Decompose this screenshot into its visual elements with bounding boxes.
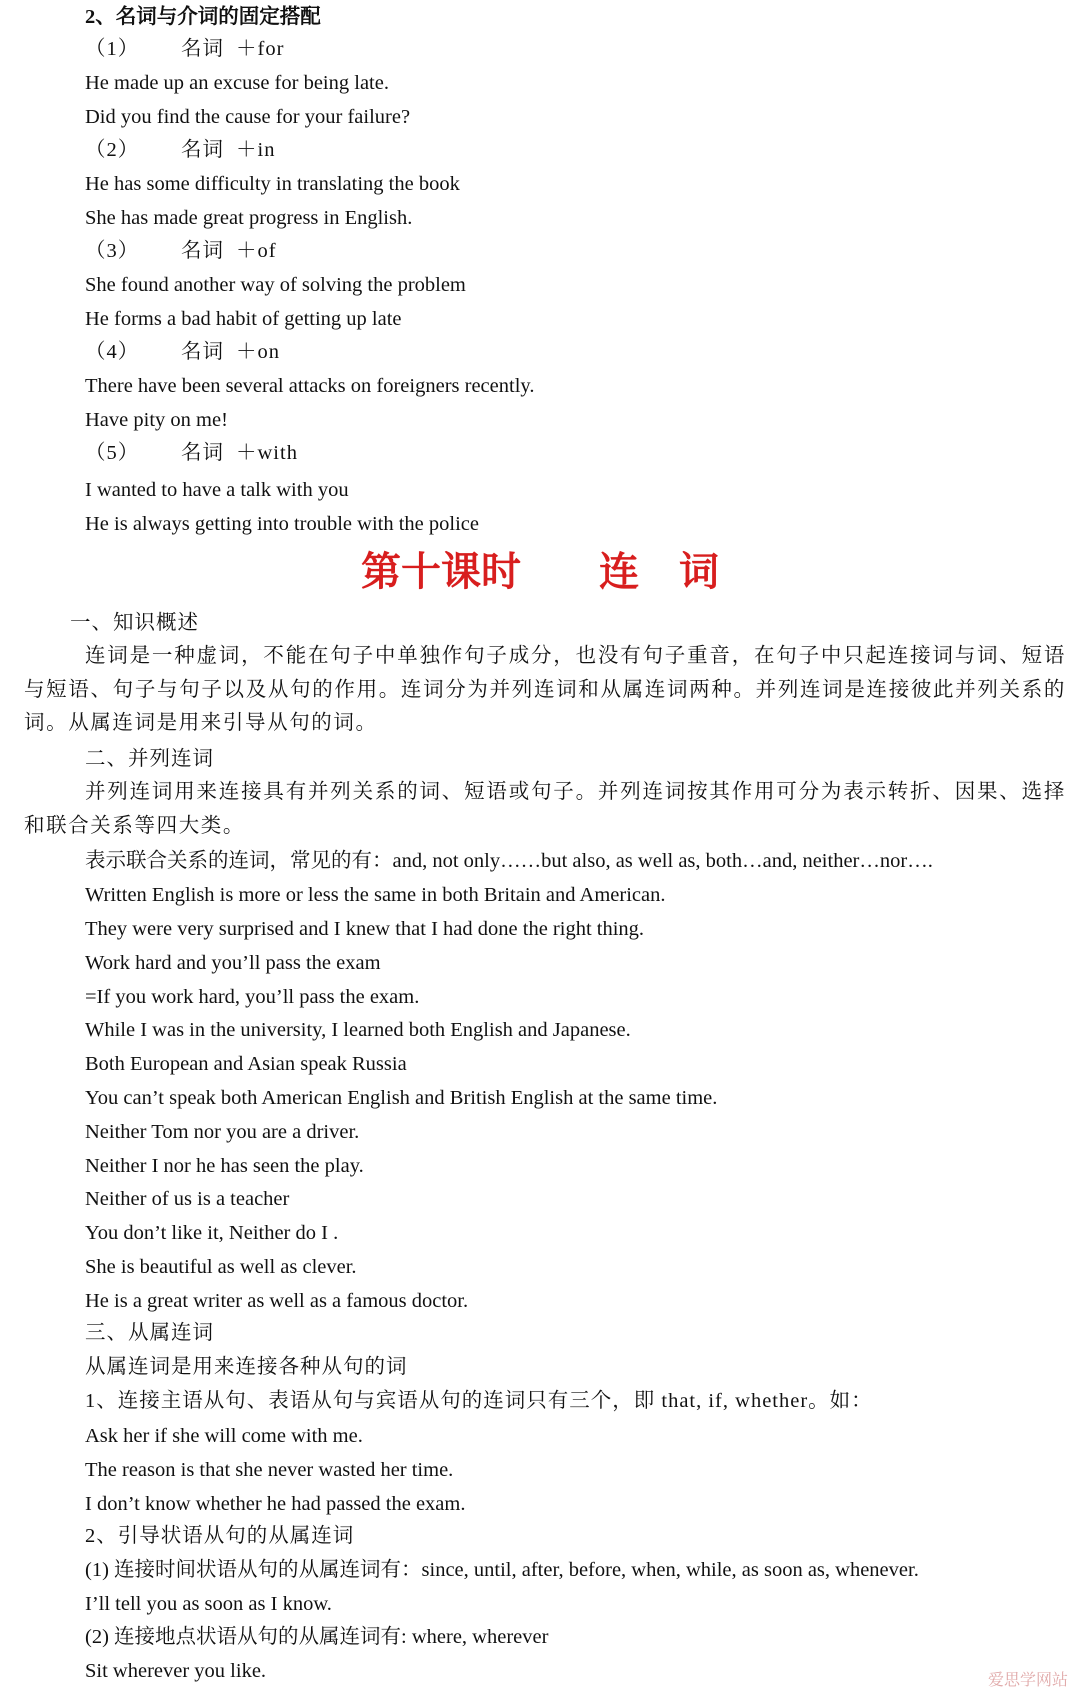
example-sentence: =If you work hard, you’ll pass the exam.	[85, 986, 420, 1008]
subheading-noun: 名词	[181, 38, 224, 60]
example-sentence: He is always getting into trouble with the police	[85, 513, 479, 535]
subheading-noun-with	[85, 438, 298, 468]
subheading-noun: 名词	[181, 139, 224, 161]
example-sentence: I’ll tell you as soon as I know.	[85, 1593, 332, 1615]
section-heading-noun-prep: 2、名词与介词的固定搭配	[85, 6, 321, 28]
section-heading-subordinating: 三、从属连词	[85, 1322, 214, 1344]
subordinating-point-2: 2、引导状语从句的从属连词	[85, 1525, 355, 1547]
example-sentence: Written English is more or less the same in both Britain and American.	[85, 884, 666, 906]
adverbial-time-conjunctions: (1) 连接时间状语从句的从属连词有：since, until, after, before, when, while, as soon as, whenever.	[85, 1559, 919, 1581]
example-sentence: Ask her if she will come with me.	[85, 1425, 363, 1447]
example-sentence: Work hard and you’ll pass the exam	[85, 952, 381, 974]
example-sentence: I wanted to have a talk with you	[85, 479, 349, 501]
subheading-number: （5）	[85, 442, 140, 464]
coordinating-intro: 表示联合关系的连词，常见的有：and, not only……but also, as well as, both…and, neither…nor….	[85, 850, 933, 872]
subheading-noun-on	[85, 337, 280, 367]
coordinating-paragraph: 并列连词用来连接具有并列关系的词、短语或句子。并列连词按其作用可分为表示转折、因果、选择和联合关系等四大类。	[24, 781, 1066, 837]
subheading-noun: 名词	[181, 240, 224, 262]
subheading-noun-in	[85, 135, 275, 165]
lesson-title	[0, 542, 1080, 602]
example-sentence: She found another way of solving the problem	[85, 274, 466, 296]
subheading-noun: 名词	[181, 341, 224, 363]
overview-paragraph: 连词是一种虚词，不能在句子中单独作句子成分，也没有句子重音，在句子中只起连接词与词、短语与短语、句子与句子以及从句的作用。连词分为并列连词和从属连词两种。并列连词是连接彼此并列关系的词。从属连词是用来引导从句的词。	[24, 645, 1066, 734]
example-sentence: Neither of us is a teacher	[85, 1188, 290, 1210]
example-sentence: There have been several attacks on foreigners recently.	[85, 375, 535, 397]
example-sentence: Neither Tom nor you are a driver.	[85, 1121, 360, 1143]
subordinating-intro: 从属连词是用来连接各种从句的词	[85, 1356, 408, 1378]
example-sentence: He is a great writer as well as a famous doctor.	[85, 1290, 469, 1312]
lesson-title-number: 第十课时	[361, 548, 521, 595]
subheading-number: （3）	[85, 240, 140, 262]
subheading-prep: ＋for	[236, 38, 285, 60]
subordinating-point-1: 1、连接主语从句、表语从句与宾语从句的连词只有三个，即 that, if, whether。如：	[85, 1390, 873, 1412]
example-sentence: You can’t speak both American English and British English at the same time.	[85, 1087, 718, 1109]
example-sentence: She has made great progress in English.	[85, 207, 413, 229]
section-heading-overview: 一、知识概述	[70, 612, 199, 634]
example-sentence: While I was in the university, I learned both English and Japanese.	[85, 1019, 631, 1041]
subheading-prep: ＋of	[236, 240, 277, 262]
subheading-prep: ＋on	[236, 341, 280, 363]
lesson-title-topic-1: 连	[599, 548, 639, 595]
example-sentence: Did you find the cause for your failure?	[85, 106, 411, 128]
subheading-prep: ＋in	[236, 139, 276, 161]
subheading-number: （2）	[85, 139, 140, 161]
subheading-noun-of	[85, 236, 277, 266]
example-sentence: He forms a bad habit of getting up late	[85, 308, 402, 330]
subheading-noun: 名词	[181, 442, 224, 464]
example-sentence: Both European and Asian speak Russia	[85, 1053, 407, 1075]
site-watermark: 爱思学网站	[987, 1670, 1068, 1689]
adverbial-place-conjunctions: (2) 连接地点状语从句的从属连词有: where, wherever	[85, 1626, 549, 1648]
example-sentence: They were very surprised and I knew that I had done the right thing.	[85, 918, 645, 940]
lesson-title-topic-2: 词	[679, 548, 719, 595]
section-heading-coordinating: 二、并列连词	[85, 748, 214, 770]
example-sentence: He has some difficulty in translating the book	[85, 173, 460, 195]
example-sentence: You don’t like it, Neither do I .	[85, 1222, 339, 1244]
subheading-number: （4）	[85, 341, 140, 363]
example-sentence: Sit wherever you like.	[85, 1660, 267, 1682]
subheading-noun-for	[85, 34, 284, 64]
example-sentence: I don’t know whether he had passed the exam.	[85, 1493, 466, 1515]
subheading-prep: ＋with	[236, 442, 298, 464]
example-sentence: The reason is that she never wasted her time.	[85, 1459, 454, 1481]
example-sentence: She is beautiful as well as clever.	[85, 1256, 357, 1278]
subheading-number: （1）	[85, 38, 140, 60]
example-sentence: Have pity on me!	[85, 409, 228, 431]
example-sentence: He made up an excuse for being late.	[85, 72, 389, 94]
example-sentence: Neither I nor he has seen the play.	[85, 1155, 364, 1177]
